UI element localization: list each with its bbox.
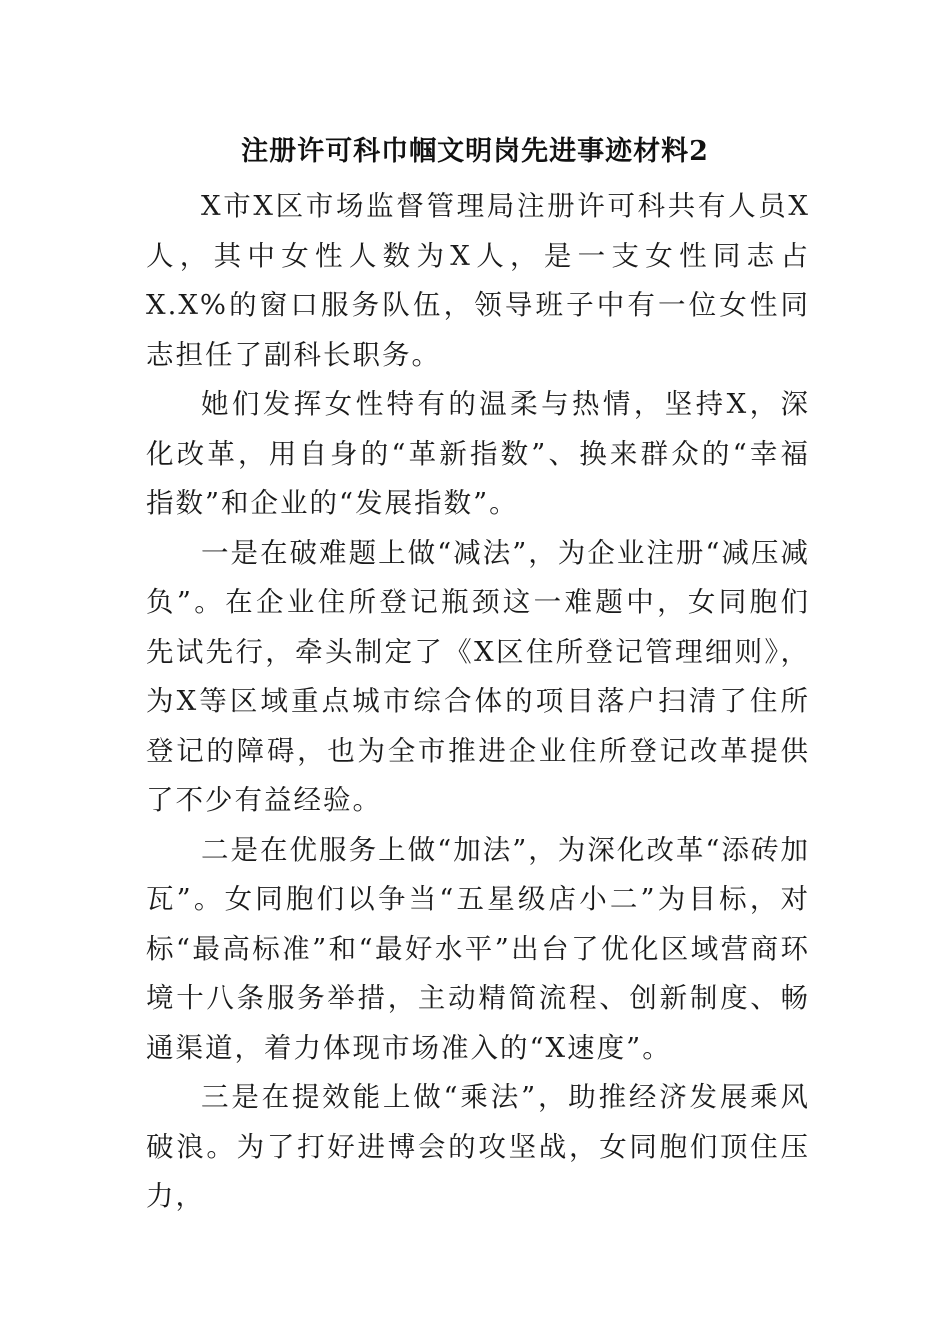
paragraph-addition: 二是在优服务上做“加法”，为深化改革“添砖加瓦”。女同胞们以争当“五星级店小二”为目标，对标“最高标准”和“最好水平”出台了优化区域营商环境十八条服务举措，主动精简流程、创新制度、畅通渠道，着力体现市场准入的“X速度”。 <box>146 833 810 1064</box>
paragraph-summary: 她们发挥女性特有的温柔与热情，坚持X，深化改革，用自身的“革新指数”、换来群众的“幸福指数”和企业的“发展指数”。 <box>146 388 810 519</box>
paragraph-multiplication: 三是在提效能上做“乘法”，助推经济发展乘风破浪。为了打好进博会的攻坚战，女同胞们顶住压力， <box>146 1081 810 1212</box>
paragraph-intro: X市X区市场监督管理局注册许可科共有人员X人，其中女性人数为X人，是一支女性同志占X.X%的窗口服务队伍，领导班子中有一位女性同志担任了副科长职务。 <box>146 190 810 371</box>
document-body <box>146 182 810 1222</box>
document-title: 注册许可科巾帼文明岗先进事迹材料2 <box>241 136 709 167</box>
paragraph-subtraction: 一是在破难题上做“减法”，为企业注册“减压减负”。在企业住所登记瓶颈这一难题中，女同胞们先试先行，牵头制定了《X区住所登记管理细则》，为X等区域重点城市综合体的项目落户扫清了住所登记的障碍，也为全市推进企业住所登记改革提供了不少有益经验。 <box>146 536 810 816</box>
